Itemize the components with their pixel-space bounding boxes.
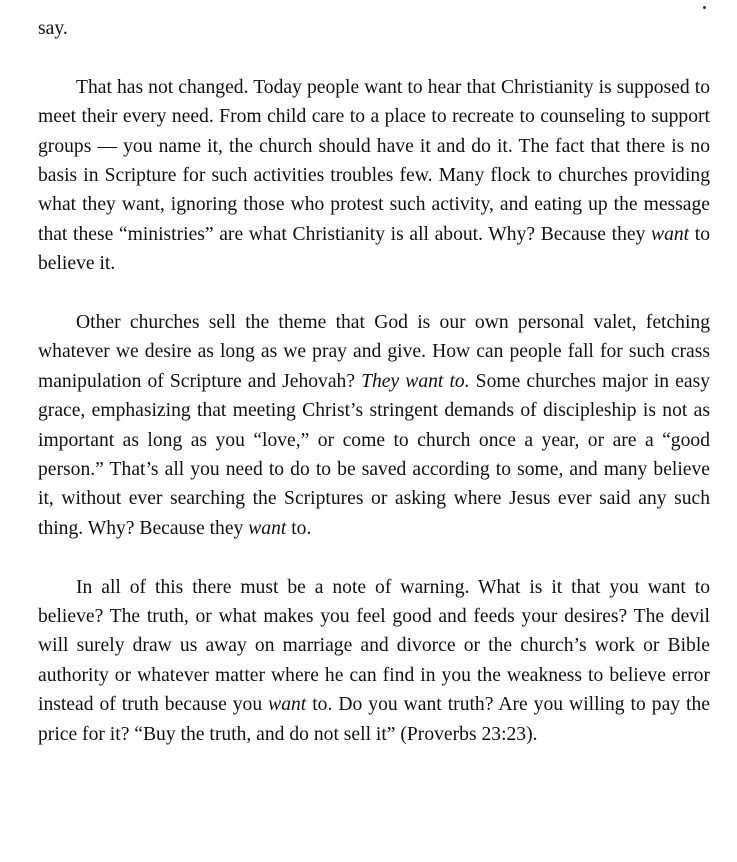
paragraph-3-emphasis: want — [268, 694, 307, 716]
paragraph-3 — [38, 573, 710, 749]
paragraph-1-text-a: That has not changed. Today people want to hear that Christianity is supposed to meet their every need. From child care to a place to recreate to counseling to support groups — you name it, the church should have it and do it. The fact that there is no basis in Scripture for such activities troubles few. Many flock to churches providing what they want, ignoring those who protest such activity, and eating up the message that these “ministries” are what Christianity is all about. Why? Because they — [38, 76, 710, 245]
scan-speck — [703, 6, 706, 9]
paragraph-2 — [38, 308, 710, 543]
paragraph-2-text-a: Other churches sell the theme that God is our own personal valet, fetching whatever we desire as long as we pray and give. How can people fall for such crass manipulation of Scripture and Jehovah? — [38, 312, 710, 392]
paragraph-2-emphasis-2: want — [248, 517, 287, 539]
paragraph-1 — [38, 73, 710, 279]
paragraph-2-emphasis-1: They want to. — [361, 370, 470, 392]
paragraph-1-emphasis: want — [651, 223, 690, 245]
paragraph-2-text-c: to. — [286, 517, 312, 539]
paragraph-3-text-b: to. Do you want truth? Are you willing to pay the price for it? “Buy the truth, and do not sell it” (Proverbs 23:23). — [38, 694, 710, 745]
book-page — [38, 14, 710, 749]
paragraph-3-text-a: In all of this there must be a note of warning. What is it that you want to believe? The truth, or what makes you feel good and feeds your desires? The devil will surely draw us away on marriage and divorce or the church’s work or Bible authority or whatever matter where he can find in you the weakness to believe error instead of truth because you — [38, 576, 710, 716]
paragraph-2-text-b: Some churches major in easy grace, emphasizing that meeting Christ’s stringent demands of discipleship is not as important as long as you “love,” or come to church once a year, or are a “good person.” That’s all you need to do to be saved according to some, and many believe it, without ever searching the Scriptures or asking where Jesus ever said any such thing. Why? Because they — [38, 370, 710, 539]
continued-fragment: say. — [38, 18, 68, 39]
paragraph-1-text-b: to believe it. — [38, 223, 711, 275]
